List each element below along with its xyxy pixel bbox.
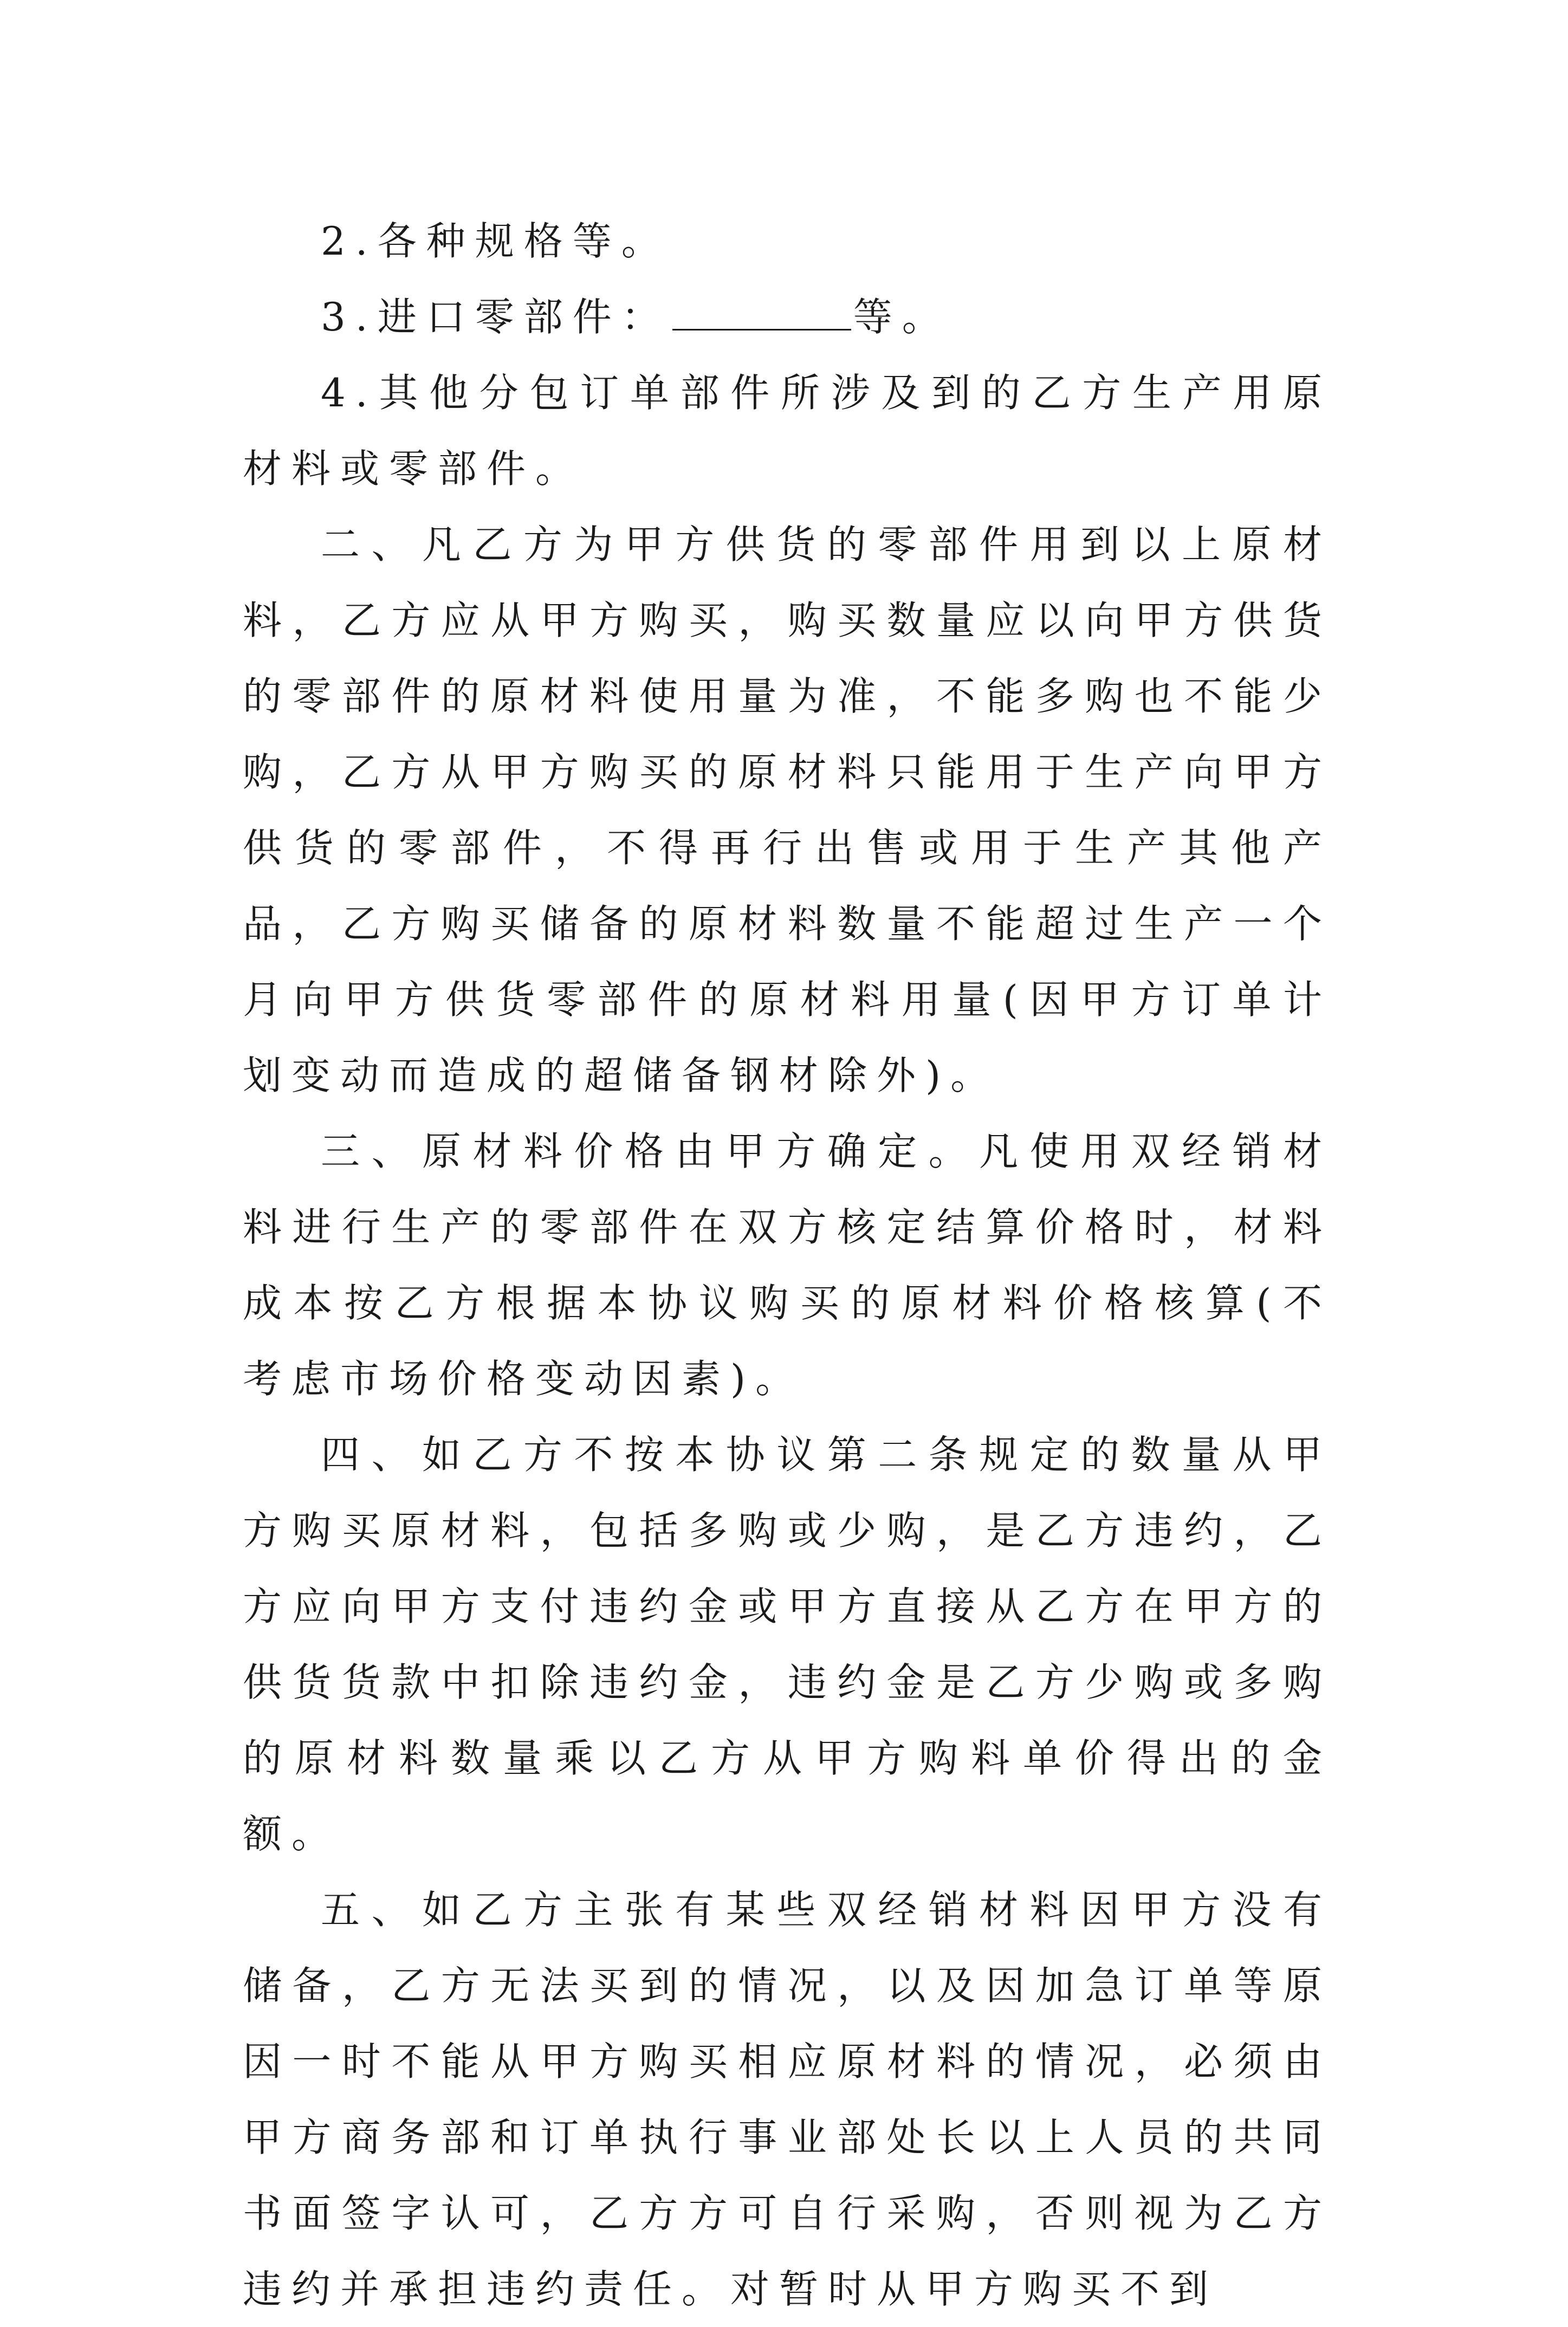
clause-4: 四、如乙方不按本协议第二条规定的数量从甲方购买原材料，包括多购或少购，是乙方违约，乙方应向甲方支付违约金或甲方直接从乙方在甲方的供货货款中扣除违约金，违约金是乙方少购或多购的原材料数量乘以乙方从甲方购料单价得出的金额。: [243, 1432, 1332, 1857]
item-4: 4.其他分包订单部件所涉及到的乙方生产用原材料或零部件。: [243, 370, 1332, 491]
clause-5: 五、如乙方主张有某些双经销材料因甲方没有储备，乙方无法买到的情况，以及因加急订单等原因一时不能从甲方购买相应原材料的情况，必须由甲方商务部和订单执行事业部处长以上人员的共同书面签字认可，乙方方可自行采购，否则视为乙方违约并承担违约责任。对暂时从甲方购买不到: [243, 1887, 1332, 2312]
item-3-suffix: 等。: [853, 294, 951, 340]
fill-in-blank: [672, 296, 851, 330]
item-2: 2.各种规格等。: [321, 218, 670, 264]
document-body: [243, 203, 1332, 2327]
clause-3: 三、原材料价格由甲方确定。凡使用双经销材料进行生产的零部件在双方核定结算价格时，材料成本按乙方根据本协议购买的原材料价格核算(不考虑市场价格变动因素)。: [243, 1129, 1332, 1402]
item-3-text: 3.进口零部件：: [321, 294, 670, 340]
item-3: [243, 279, 1332, 355]
clause-2: 二、凡乙方为甲方供货的零部件用到以上原材料，乙方应从甲方购买，购买数量应以向甲方供货的零部件的原材料使用量为准，不能多购也不能少购，乙方从甲方购买的原材料只能用于生产向甲方供货的零部件，不得再行出售或用于生产其他产品，乙方购买储备的原材料数量不能超过生产一个月向甲方供货零部件的原材料用量(因甲方订单计划变动而造成的超储备钢材除外)。: [243, 522, 1332, 1098]
